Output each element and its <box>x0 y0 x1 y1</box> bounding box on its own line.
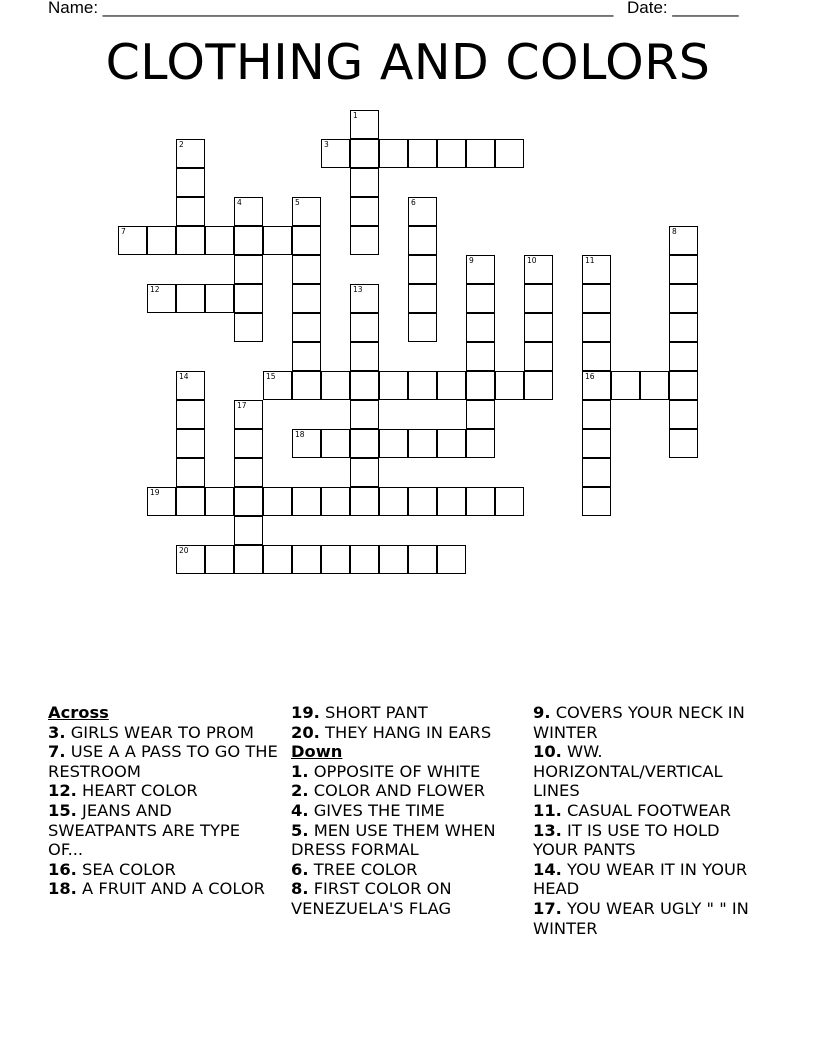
grid-cell[interactable] <box>234 487 263 516</box>
grid-cell[interactable] <box>350 313 379 342</box>
grid-cell[interactable] <box>408 313 437 342</box>
clue-number: 4. <box>291 800 309 820</box>
clue-number: 5. <box>291 820 309 840</box>
grid-cell[interactable] <box>582 342 611 371</box>
clue-item <box>48 801 278 860</box>
clue-number: 20. <box>291 722 320 742</box>
clue-text: SHORT PANT <box>319 703 428 722</box>
grid-cell[interactable] <box>350 458 379 487</box>
grid-cell-13[interactable] <box>350 284 379 313</box>
grid-cell[interactable] <box>350 487 379 516</box>
grid-cell[interactable] <box>234 516 263 545</box>
grid-cell[interactable] <box>263 226 292 255</box>
grid-cell[interactable] <box>466 342 495 371</box>
grid-cell[interactable] <box>176 429 205 458</box>
clue-column-3 <box>533 703 763 938</box>
grid-cell[interactable] <box>234 545 263 574</box>
grid-cell[interactable] <box>379 429 408 458</box>
clue-number: 19. <box>291 703 320 722</box>
grid-cell[interactable] <box>292 371 321 400</box>
clue-number-label: 19 <box>150 488 160 497</box>
grid-cell[interactable] <box>205 284 234 313</box>
clue-number: 14. <box>533 859 562 879</box>
grid-cell-7[interactable] <box>118 226 147 255</box>
grid-cell-9[interactable] <box>466 255 495 284</box>
grid-cell[interactable] <box>524 371 553 400</box>
grid-cell[interactable] <box>205 226 234 255</box>
clue-text: THEY HANG IN EARS <box>319 722 492 742</box>
grid-cell[interactable] <box>582 487 611 516</box>
grid-cell[interactable] <box>379 487 408 516</box>
clue-column-2 <box>291 703 521 919</box>
grid-cell[interactable] <box>524 284 553 313</box>
grid-cell[interactable] <box>408 139 437 168</box>
grid-cell[interactable] <box>292 342 321 371</box>
grid-cell[interactable] <box>176 197 205 226</box>
clue-number-label: 4 <box>237 198 242 207</box>
grid-cell[interactable] <box>379 371 408 400</box>
grid-cell[interactable] <box>669 400 698 429</box>
clue-item <box>291 879 521 918</box>
page-title: CLOTHING AND COLORS <box>105 34 711 91</box>
clue-number: 3. <box>48 722 66 742</box>
clue-number-label: 14 <box>179 372 189 381</box>
grid-cell[interactable] <box>205 487 234 516</box>
grid-cell-17[interactable] <box>234 400 263 429</box>
grid-cell[interactable] <box>495 371 524 400</box>
grid-cell[interactable] <box>408 545 437 574</box>
grid-cell[interactable] <box>582 429 611 458</box>
clue-number-label: 1 <box>353 111 358 120</box>
grid-cell[interactable] <box>176 400 205 429</box>
grid-cell-20[interactable] <box>176 545 205 574</box>
clue-item <box>291 703 521 723</box>
name-field-label: Name: ______________________________________________________ <box>48 0 614 17</box>
clue-text: COLOR AND FLOWER <box>308 781 486 801</box>
grid-cell[interactable] <box>408 255 437 284</box>
grid-cell[interactable] <box>669 429 698 458</box>
grid-cell[interactable] <box>321 371 350 400</box>
clue-text: GIVES THE TIME <box>308 800 445 820</box>
grid-cell[interactable] <box>408 429 437 458</box>
grid-cell[interactable] <box>263 487 292 516</box>
clue-text: WW. HORIZONTAL/VERTICAL LINES <box>533 742 723 801</box>
clue-number: 17. <box>533 898 562 918</box>
grid-cell[interactable] <box>495 139 524 168</box>
clue-text: TREE COLOR <box>308 859 418 879</box>
grid-cell[interactable] <box>582 458 611 487</box>
grid-cell[interactable] <box>466 139 495 168</box>
grid-cell[interactable] <box>524 313 553 342</box>
grid-cell[interactable] <box>466 284 495 313</box>
grid-cell[interactable] <box>205 545 234 574</box>
clue-item <box>533 801 763 821</box>
clue-number: 12. <box>48 781 77 801</box>
clue-text: JEANS AND SWEATPANTS ARE TYPE OF... <box>48 800 240 860</box>
grid-cell[interactable] <box>176 458 205 487</box>
grid-cell[interactable] <box>437 371 466 400</box>
grid-cell[interactable] <box>669 313 698 342</box>
clue-number-label: 18 <box>295 430 305 439</box>
clue-number: 2. <box>291 781 309 801</box>
clue-number-label: 6 <box>411 198 416 207</box>
clue-text: COVERS YOUR NECK IN WINTER <box>533 703 745 742</box>
clue-number-label: 2 <box>179 140 184 149</box>
grid-cell[interactable] <box>350 545 379 574</box>
grid-cell[interactable] <box>350 226 379 255</box>
grid-cell[interactable] <box>234 429 263 458</box>
grid-cell[interactable] <box>437 139 466 168</box>
clue-number-label: 5 <box>295 198 300 207</box>
clue-number-label: 3 <box>324 140 329 149</box>
grid-cell-4[interactable] <box>234 197 263 226</box>
grid-cell[interactable] <box>669 284 698 313</box>
clue-number: 8. <box>291 879 309 899</box>
clue-text: OPPOSITE OF WHITE <box>308 761 481 781</box>
clue-number-label: 9 <box>469 256 474 265</box>
clue-number-label: 20 <box>179 546 189 555</box>
grid-cell[interactable] <box>234 313 263 342</box>
grid-cell-19[interactable] <box>147 487 176 516</box>
clue-text: CASUAL FOOTWEAR <box>561 800 731 820</box>
clue-number: 18. <box>48 879 77 899</box>
clue-number: 6. <box>291 859 309 879</box>
section-heading-across: Across <box>48 703 109 722</box>
clue-number: 10. <box>533 742 562 762</box>
grid-cell-6[interactable] <box>408 197 437 226</box>
grid-cell[interactable] <box>234 458 263 487</box>
clue-text: IT IS USE TO HOLD YOUR PANTS <box>533 820 720 860</box>
clue-item <box>533 742 763 801</box>
grid-cell[interactable] <box>350 400 379 429</box>
grid-cell[interactable] <box>466 400 495 429</box>
grid-cell[interactable] <box>321 429 350 458</box>
clue-item <box>291 821 521 860</box>
grid-cell[interactable] <box>263 545 292 574</box>
grid-cell[interactable] <box>437 545 466 574</box>
clue-text: YOU WEAR UGLY " " IN WINTER <box>533 898 749 938</box>
grid-cell-18[interactable] <box>292 429 321 458</box>
grid-cell[interactable] <box>582 313 611 342</box>
grid-cell[interactable] <box>176 168 205 197</box>
clue-text: MEN USE THEM WHEN DRESS FORMAL <box>291 820 496 860</box>
grid-cell[interactable] <box>495 487 524 516</box>
grid-cell-16[interactable] <box>582 371 611 400</box>
clue-number: 1. <box>291 761 309 781</box>
grid-cell-15[interactable] <box>263 371 292 400</box>
grid-cell[interactable] <box>292 255 321 284</box>
clue-item <box>533 821 763 860</box>
grid-cell[interactable] <box>350 197 379 226</box>
clue-number-label: 12 <box>150 285 160 294</box>
clue-number-label: 16 <box>585 372 595 381</box>
grid-cell-12[interactable] <box>147 284 176 313</box>
grid-cell[interactable] <box>669 342 698 371</box>
grid-cell[interactable] <box>379 139 408 168</box>
clue-number-label: 15 <box>266 372 276 381</box>
grid-cell-2[interactable] <box>176 139 205 168</box>
grid-cell[interactable] <box>350 139 379 168</box>
grid-cell[interactable] <box>147 226 176 255</box>
clue-number-label: 10 <box>527 256 537 265</box>
grid-cell[interactable] <box>350 168 379 197</box>
grid-cell-10[interactable] <box>524 255 553 284</box>
grid-cell[interactable] <box>466 371 495 400</box>
grid-cell-14[interactable] <box>176 371 205 400</box>
clue-number-label: 13 <box>353 285 363 294</box>
grid-cell[interactable] <box>408 487 437 516</box>
grid-cell[interactable] <box>640 371 669 400</box>
grid-cell[interactable] <box>234 226 263 255</box>
grid-cell-1[interactable] <box>350 110 379 139</box>
clue-text: GIRLS WEAR TO PROM <box>65 722 254 742</box>
clue-item <box>48 723 278 743</box>
clue-text: USE A A PASS TO GO THE RESTROOM <box>48 742 278 781</box>
clue-item <box>291 723 521 743</box>
grid-cell[interactable] <box>611 371 640 400</box>
clue-item <box>291 860 521 880</box>
date-field-label: Date: _______ <box>627 0 739 17</box>
grid-cell[interactable] <box>350 342 379 371</box>
grid-cell[interactable] <box>176 487 205 516</box>
clue-text: A FRUIT AND A COLOR <box>76 879 265 899</box>
clue-text: SEA COLOR <box>76 859 176 879</box>
grid-cell[interactable] <box>408 371 437 400</box>
grid-cell[interactable] <box>466 313 495 342</box>
clue-item <box>48 742 278 781</box>
clue-number: 9. <box>533 703 551 722</box>
clue-item <box>291 762 521 782</box>
clue-text: YOU WEAR IT IN YOUR HEAD <box>533 859 748 899</box>
grid-cell[interactable] <box>437 487 466 516</box>
grid-cell-11[interactable] <box>582 255 611 284</box>
grid-cell[interactable] <box>234 255 263 284</box>
clue-number: 13. <box>533 820 562 840</box>
grid-cell[interactable] <box>350 429 379 458</box>
grid-cell[interactable] <box>408 226 437 255</box>
grid-cell[interactable] <box>234 284 263 313</box>
grid-cell[interactable] <box>176 284 205 313</box>
grid-cell[interactable] <box>466 429 495 458</box>
clue-number: 15. <box>48 800 77 820</box>
grid-cell[interactable] <box>437 429 466 458</box>
grid-cell[interactable] <box>321 545 350 574</box>
grid-cell[interactable] <box>669 371 698 400</box>
clue-number-label: 7 <box>121 227 126 236</box>
clue-number-label: 11 <box>585 256 595 265</box>
grid-cell-3[interactable] <box>321 139 350 168</box>
clue-number: 11. <box>533 800 562 820</box>
grid-cell[interactable] <box>292 226 321 255</box>
grid-cell[interactable] <box>669 255 698 284</box>
grid-cell[interactable] <box>582 284 611 313</box>
grid-cell[interactable] <box>292 313 321 342</box>
grid-cell[interactable] <box>292 487 321 516</box>
clue-number: 7. <box>48 742 66 762</box>
clue-item <box>533 860 763 899</box>
clue-number-label: 17 <box>237 401 247 410</box>
grid-cell[interactable] <box>292 545 321 574</box>
grid-cell[interactable] <box>408 284 437 313</box>
grid-cell[interactable] <box>379 545 408 574</box>
clue-item <box>48 781 278 801</box>
clue-item <box>48 879 278 899</box>
grid-cell[interactable] <box>524 342 553 371</box>
clue-item <box>291 781 521 801</box>
grid-cell-5[interactable] <box>292 197 321 226</box>
clue-item <box>533 703 763 742</box>
grid-cell[interactable] <box>321 487 350 516</box>
grid-cell[interactable] <box>582 400 611 429</box>
clue-item <box>533 899 763 938</box>
grid-cell[interactable] <box>466 487 495 516</box>
clue-number: 16. <box>48 859 77 879</box>
grid-cell-8[interactable] <box>669 226 698 255</box>
clue-text: FIRST COLOR ON VENEZUELA'S FLAG <box>291 879 452 918</box>
grid-cell[interactable] <box>176 226 205 255</box>
clue-number-label: 8 <box>672 227 677 236</box>
clue-column-1 <box>48 703 278 899</box>
section-heading-down: Down <box>291 742 343 762</box>
clue-text: HEART COLOR <box>76 781 198 801</box>
grid-cell[interactable] <box>350 371 379 400</box>
clue-item <box>291 801 521 821</box>
grid-cell[interactable] <box>292 284 321 313</box>
clue-item <box>48 860 278 880</box>
